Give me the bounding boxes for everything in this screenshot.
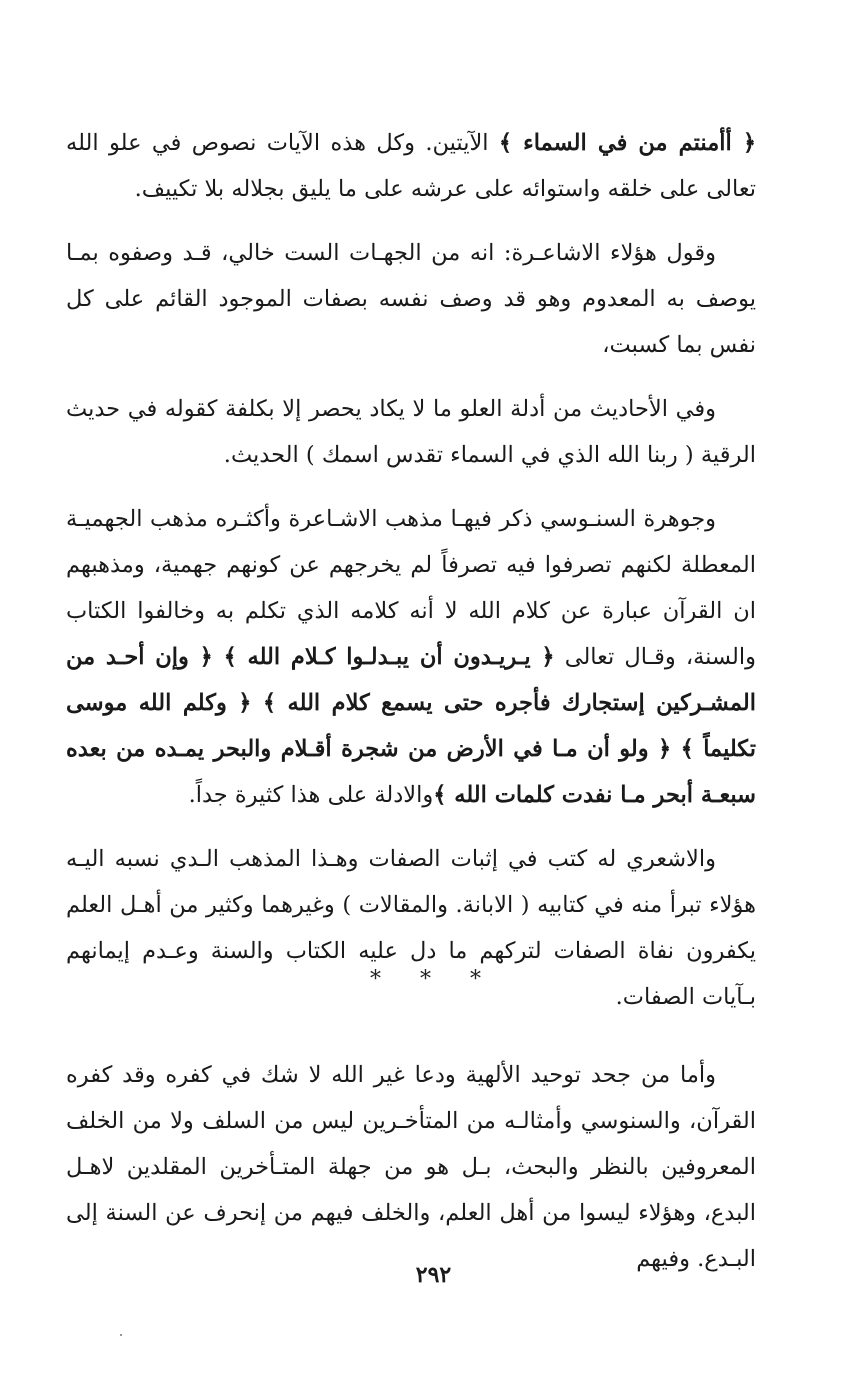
- paragraph: [66, 230, 756, 368]
- main-text-block: [66, 120, 756, 1038]
- paragraph: [66, 120, 756, 212]
- page-number: ٢٩٢: [415, 1262, 452, 1288]
- paragraph-text: وقول هؤلاء الاشاعـرة: انه من الجهـات الست خالي، قـد وصفوه بمـا يوصف به المعدوم وهو قد وصف نفسه بصفات الموجود القائم على كل نفس بما كسبت،: [66, 240, 756, 358]
- paragraph: [66, 836, 756, 1020]
- scan-speck: [120, 1334, 122, 1336]
- paragraph: [66, 496, 756, 818]
- quran-quote: ﴿ يـريـدون أن يبـدلـوا كـلام الله ﴾ ﴿ وإن أحـد من المشـركين إستجارك فأجره حتى يسمع كلام الله ﴾ ﴿ وكلم الله موسى تكليماً ﴾ ﴿ ولو أن مـا في الأرض من شجرة أقـلام والبحر يمـده من بعده سبعـة أبحر مـا نفدت كلمات الله ﴾: [66, 644, 756, 808]
- paragraph-text: والاشعري له كتب في إثبات الصفات وهـذا المذهب الـدي نسبه اليـه هؤلاء تبرأ منه في كتابيه ( الابانة. والمقالات ) وغيرهما وكثير من أهـل العلم يكفرون نفاة الصفات لتركهم ما دل عليه الكتاب والسنة وعـدم إيمانهم بـآيات الصفات.: [66, 846, 756, 1010]
- paragraph: [66, 386, 756, 478]
- quran-quote: ﴿ أأمنتم من في السماء ﴾: [498, 130, 757, 156]
- section-separator: * * *: [370, 967, 497, 992]
- paragraph-text: الآيتين. وكل هذه الآيات نصوص في علو الله تعالى على خلقه واستوائه على عرشه على ما يليق بجلاله بلا تكييف.: [66, 130, 756, 202]
- paragraph-text: وأما من جحد توحيد الألهية ودعا غير الله لا شك في كفره وقد كفره القرآن، والسنوسي وأمثالـه من المتأخـرين ليس من السلف ولا من الخلف المعروفين بالنظر والبحث، بـل هو من جهلة المتـأخرين المقلدين لاهـل البدع، وهؤلاء ليسوا من أهل العلم، والخلف فيهم من إنحرف عن السنة إلى البـدع. وفيهم: [66, 1062, 756, 1272]
- paragraph-text: وفي الأحاديث من أدلة العلو ما لا يكاد يحصر إلا بكلفة كقوله في حديث الرقية ( ربنا الله الذي في السماء تقدس اسمك ) الحديث.: [66, 396, 756, 468]
- paragraph-text: وجوهرة السنـوسي ذكر فيهـا مذهب الاشـاعرة وأكثـره مذهب الجهميـة المعطلة لكنهم تصرفوا فيه تصرفاً لم يخرجهم عن كونهم جهمية، ومذهبهم ان القرآن عبارة عن كلام الله لا أنه كلامه الذي تكلم به وخالفوا الكتاب والسنة، وقـال تعالى: [66, 506, 756, 670]
- paragraph-text: والادلة على هذا كثيرة جداً.: [188, 782, 434, 808]
- paragraph: [66, 1052, 756, 1282]
